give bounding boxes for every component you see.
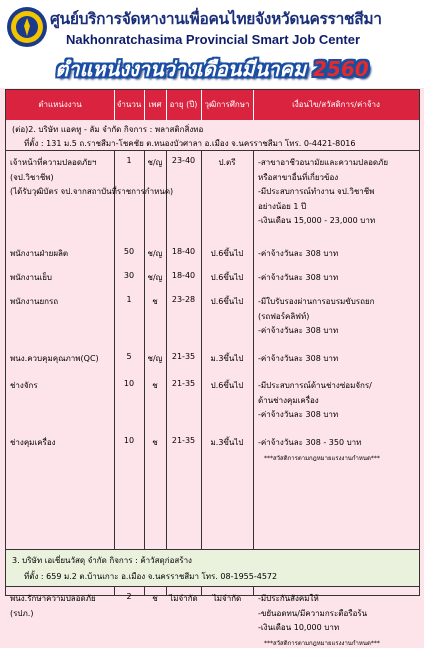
col-education: วุฒิการศึกษา xyxy=(201,90,254,120)
job-count: 1 xyxy=(126,156,132,165)
table-header-row xyxy=(6,90,419,121)
page-header xyxy=(0,0,424,88)
job-condition: -มีใบรับรองผ่านการอบรมขับรถยก xyxy=(258,297,375,306)
job-gender: ช/ญ xyxy=(147,249,163,258)
job-position: ช่างคุมเครื่อง xyxy=(10,438,56,447)
company-address: ที่ตั้ง : 659 ม.2 ต.บ้านเกาะ อ.เมือง จ.นครราชสีมา โทร. 08-1955-4572 xyxy=(24,572,278,581)
job-condition: (รถฟอร์คลิฟท์) xyxy=(258,311,310,321)
banner-text: ตำแหน่งงานว่างเดือนมีนาคม xyxy=(55,57,307,81)
job-education: ป.6ขึ้นไป xyxy=(210,273,244,282)
job-condition: -เงินเดือน 10,000 บาท xyxy=(258,623,340,632)
job-position: ช่างจักร xyxy=(10,381,38,390)
job-condition: -มีประสบการณ์ทำงาน จป.วิชาชีพ xyxy=(258,187,375,196)
job-count: 30 xyxy=(123,271,135,280)
job-education: ม.3ขึ้นไป xyxy=(210,438,244,447)
job-age: ไม่จำกัด xyxy=(169,594,198,603)
month-banner xyxy=(8,52,416,86)
job-age: 18-40 xyxy=(171,247,196,256)
job-gender: ช xyxy=(152,297,158,306)
job-age: 18-40 xyxy=(171,271,196,280)
job-condition: -ค่าจ้างวันละ 308 บาท xyxy=(258,326,339,335)
job-condition: ด้านช่างคุมเครื่อง xyxy=(258,395,319,405)
job-condition: -ค่าจ้างวันละ 308 บาท xyxy=(258,410,339,419)
job-education: ไม่จำกัด xyxy=(212,594,242,603)
job-count: 50 xyxy=(123,247,135,256)
job-condition: -ค่าจ้างวันละ 308 บาท xyxy=(258,354,339,363)
col-conditions: เงื่อนไข/สวัสดิการ/ค่าจ้าง xyxy=(292,100,380,109)
job-condition: -ขยันอดทน/มีความกระตือรือร้น xyxy=(258,608,368,618)
job-position: (จป.วิชาชีพ) xyxy=(10,172,54,182)
job-count: 10 xyxy=(123,379,135,388)
job-gender: ช xyxy=(152,594,158,603)
job-gender: ช xyxy=(152,381,158,390)
job-age: 21-35 xyxy=(171,379,196,388)
center-title-english: Nakhonratchasima Provincial Smart Job Center xyxy=(66,32,361,47)
job-gender: ช xyxy=(152,438,158,447)
company-header xyxy=(6,549,419,587)
col-age: อายุ (ปี) xyxy=(166,90,202,120)
job-count: 1 xyxy=(126,295,132,304)
job-condition: -ค่าจ้างวันละ 308 บาท xyxy=(258,249,339,258)
company-name: 3. บริษัท เอเชี่ยนวัสดุ จำกัด กิจการ : ค้าวัสดุก่อสร้าง xyxy=(12,556,192,565)
job-position: (ได้รับวุฒิบัตร จป.จากสถาบันที่ราชการกำหนด) xyxy=(10,187,174,196)
col-gender: เพศ xyxy=(144,90,167,120)
job-age: 21-35 xyxy=(171,352,196,361)
job-condition: ***สวัสดิการตามกฎหมายแรงงานกำหนด*** xyxy=(264,454,380,462)
job-table xyxy=(5,89,420,647)
job-condition: -สาขาอาชีวอนามัยและความปลอดภัย xyxy=(258,158,389,167)
job-condition: -เงินเดือน 15,000 - 23,000 บาท xyxy=(258,216,376,225)
job-condition: -มีประกันสังคมให้ xyxy=(258,594,319,603)
job-condition: ***สวัสดิการตามกฎหมายแรงงานกำหนด*** xyxy=(264,639,380,647)
job-gender: ช/ญ xyxy=(147,273,163,282)
job-gender: ช/ญ xyxy=(147,158,163,167)
job-condition: -ค่าจ้างวันละ 308 บาท xyxy=(258,273,339,282)
job-condition: อย่างน้อย 1 ปี xyxy=(258,201,307,211)
job-education: ป.6ขึ้นไป xyxy=(210,249,244,258)
center-title-thai: ศูนย์บริการจัดหางานเพื่อคนไทยจังหวัดนครราชสีมา xyxy=(50,10,382,28)
job-position: พนง.ควบคุมคุณภาพ(QC) xyxy=(10,354,99,363)
job-position: พนักงานเย็บ xyxy=(10,273,52,282)
job-education: ม.3ขึ้นไป xyxy=(210,354,244,363)
job-condition: -ค่าจ้างวันละ 308 - 350 บาท xyxy=(258,438,362,447)
job-condition: -มีประสบการณ์ด้านช่างซ่อมจักร/ xyxy=(258,381,372,390)
job-age: 23-40 xyxy=(171,156,196,165)
job-position: เจ้าหน้าที่ความปลอดภัยฯ xyxy=(10,158,97,167)
job-count: 2 xyxy=(126,592,132,601)
company-address: ที่ตั้ง : 131 ม.5 ถ.ราชสีมา-โชคชัย ต.หนองบัวศาลา อ.เมือง จ.นครราชสีมา โทร. 0-4421-8016 xyxy=(24,139,356,148)
job-age: 21-35 xyxy=(171,436,196,445)
department-seal-icon xyxy=(6,6,48,48)
job-count: 5 xyxy=(126,352,132,361)
job-position: (รปภ.) xyxy=(10,608,34,618)
job-condition: หรือสาขาอื่นที่เกี่ยวข้อง xyxy=(258,172,339,182)
job-education: ป.ตรี xyxy=(218,158,236,167)
job-age: 23-28 xyxy=(171,295,196,304)
col-count: จำนวน xyxy=(114,90,145,120)
job-position: พนักงานยกรถ xyxy=(10,297,59,306)
job-position: พนง.รักษาความปลอดภัย xyxy=(10,594,96,603)
col-position: ตำแหน่งงาน xyxy=(6,90,115,120)
job-education: ป.6ขึ้นไป xyxy=(210,381,244,390)
banner-year: 2560 xyxy=(313,57,369,81)
job-count: 10 xyxy=(123,436,135,445)
job-position: พนักงานฝ่ายผลิต xyxy=(10,249,69,258)
company-name: (ต่อ)2. บริษัท แอคทู - ลัม จำกัด กิจการ : พลาสติกสิ่งทอ xyxy=(12,125,204,134)
job-education: ป.6ขึ้นไป xyxy=(210,297,244,306)
company-header xyxy=(6,120,419,151)
job-gender: ช/ญ xyxy=(147,354,163,363)
